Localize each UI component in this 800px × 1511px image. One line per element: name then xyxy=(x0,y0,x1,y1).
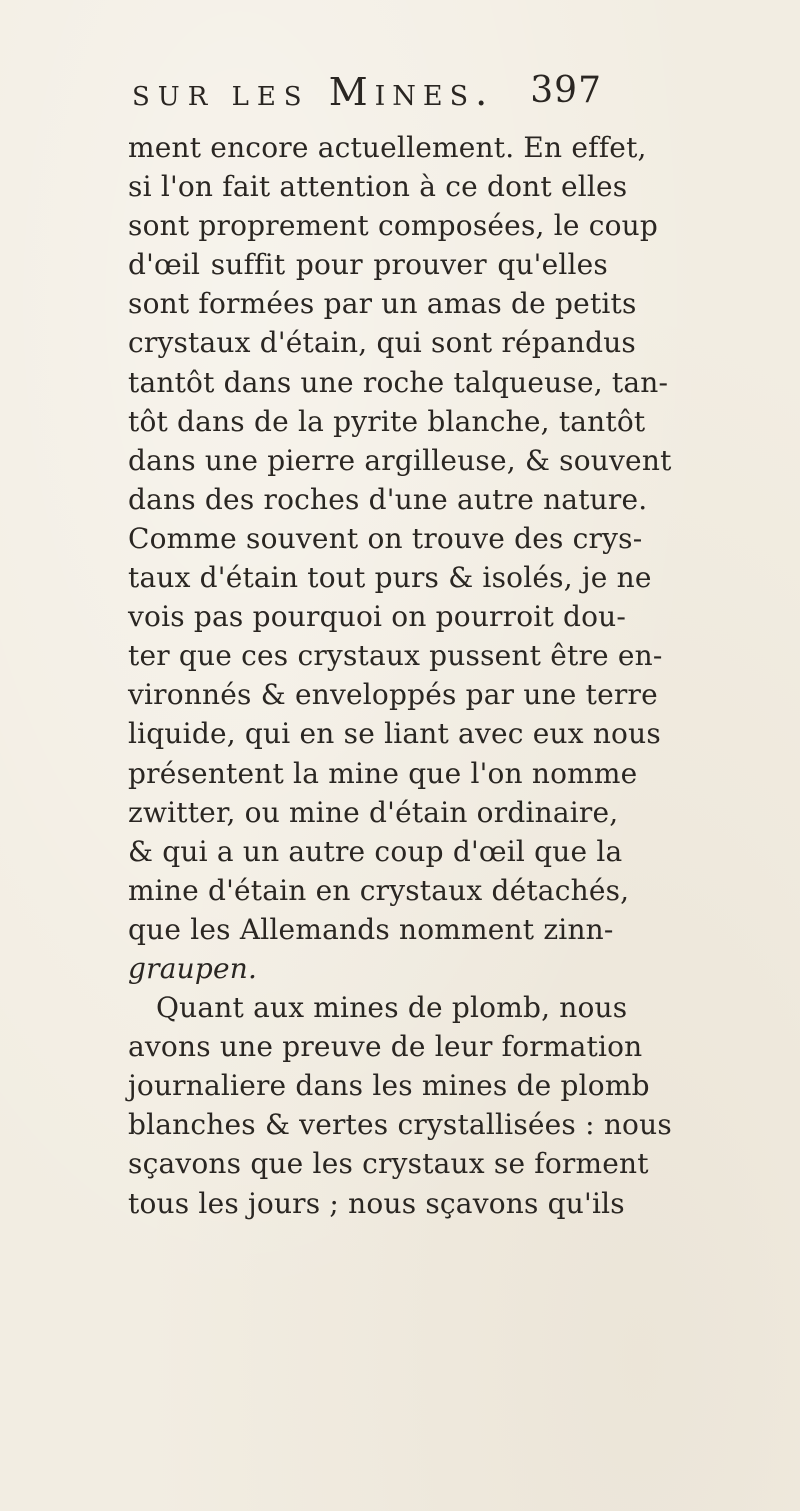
text-line: ter que ces crystaux pussent être en- xyxy=(128,639,663,673)
text-line: d'œil suffit pour prouver qu'elles xyxy=(128,248,608,282)
text-line: sont proprement composées, le coup xyxy=(128,209,659,243)
text-line: sont formées par un amas de petits xyxy=(128,287,637,321)
page-number: 397 xyxy=(530,70,602,111)
text-line: vois pas pourquoi on pourroit dou- xyxy=(128,600,627,634)
text-line: tous les jours ; nous sçavons qu'ils xyxy=(128,1186,625,1220)
text-line: crystaux d'étain, qui sont répandus xyxy=(128,326,637,360)
running-head-title xyxy=(132,70,494,114)
text-line: tôt dans de la pyrite blanche, tantôt xyxy=(128,404,646,438)
running-head xyxy=(132,66,602,122)
text-line: avons une preuve de leur formation xyxy=(128,1030,643,1064)
text-line: présentent la mine que l'on nomme xyxy=(128,756,638,790)
text-line: graupen. xyxy=(128,951,258,985)
text-line: zwitter, ou mine d'étain ordinaire, xyxy=(128,795,619,829)
text-line: liquide, qui en se liant avec eux nous xyxy=(128,717,661,751)
text-line: mine d'étain en crystaux détachés, xyxy=(128,873,630,907)
text-line: blanches & vertes crystallisées : nous xyxy=(128,1108,672,1142)
text-line: que les Allemands nomment zinn- xyxy=(128,912,614,946)
text-line: Comme souvent on trouve des crys- xyxy=(128,521,643,555)
text-line: ment encore actuellement. En effet, xyxy=(128,131,647,164)
text-line: & qui a un autre coup d'œil que la xyxy=(128,834,623,868)
text-line: journaliere dans les mines de plomb xyxy=(128,1069,650,1103)
text-line: sçavons que les crystaux se forment xyxy=(128,1147,649,1181)
text-line: taux d'étain tout purs & isolés, je ne xyxy=(128,561,652,595)
body-text xyxy=(128,128,672,1223)
running-head-prefix: SUR LES xyxy=(132,82,310,112)
text-line: Quant aux mines de plomb, nous xyxy=(156,991,628,1025)
running-head-main: Mines. xyxy=(328,70,495,114)
text-line: vironnés & enveloppés par une terre xyxy=(128,678,658,712)
text-line: dans une pierre argilleuse, & souvent xyxy=(128,443,672,477)
text-line: si l'on fait attention à ce dont elles xyxy=(128,170,628,204)
text-line: tantôt dans une roche talqueuse, tan- xyxy=(128,365,669,399)
text-line: dans des roches d'une autre nature. xyxy=(128,482,648,516)
